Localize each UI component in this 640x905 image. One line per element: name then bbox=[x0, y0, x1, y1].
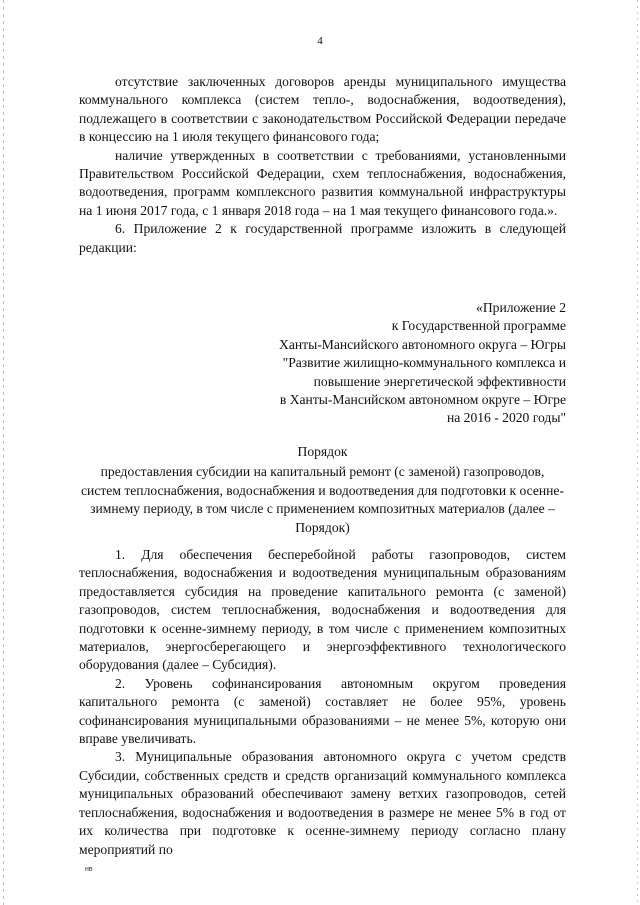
procedure-title-block bbox=[79, 443, 566, 537]
procedure-body bbox=[79, 546, 566, 859]
footer-code: нв bbox=[85, 866, 93, 873]
annex-header bbox=[230, 299, 566, 428]
paragraph-no-lease: отсутствие заключенных договоров аренды муниципального имущества коммунального комплекса (систем тепло-, водоснабжения, водоотведения), подлежащего в соответствии с законодательством Российской Федерации передаче в концессию на 1 июля текущего финансового года; bbox=[79, 74, 566, 145]
clause-3: 3. Муниципальные образования автономного округа с учетом средств Субсидии, собственных средств и средств организаций коммунального комплекса муниципальных образований обеспечивают замену ветхих газопроводов, сетей теплоснабжения, водоснабжения и водоотведения в размере не менее 5% в год от их количества при подготовке к осенне-зимнему периоду согласно плану мероприятий по bbox=[79, 749, 566, 857]
annex-line: в Ханты-Мансийском автономном округе – Югре bbox=[279, 392, 566, 408]
document-title: Порядок bbox=[297, 444, 348, 459]
clause-2: 2. Уровень софинансирования автономным округом проведения капитального ремонта (с заменой) составляет не более 95%, уровень софинансирования муниципальными образованиями – не менее 5%, которую они вправе увеличивать. bbox=[79, 675, 566, 747]
document-subtitle: предоставления субсидии на капитальный ремонт (с заменой) газопроводов, систем теплоснабжения, водоснабжения и водоотведения для подготовки к осенне-зимнему периоду, в том числе с применением композитных материалов (далее – Порядок) bbox=[81, 464, 564, 535]
paragraph-annex-amendment: 6. Приложение 2 к государственной программе изложить в следующей редакции: bbox=[79, 221, 566, 255]
clause-1: 1. Для обеспечения бесперебойной работы газопроводов, систем теплоснабжения, водоснабжения и водоотведения муниципальным образованиям предоставляется субсидия на проведение капитального ремонта (с заменой) газопроводов, систем теплоснабжения, водоснабжения и водоотведения для подготовки к осенне-зимнему периоду, в том числе с применением композитных материалов, энергосберегающего и энергоэффективного технологического оборудования (далее – Субсидия). bbox=[79, 547, 566, 673]
annex-line: «Приложение 2 bbox=[476, 300, 566, 315]
paragraph-approved-schemes: наличие утвержденных в соответствии с требованиями, установленными Правительством Российской Федерации, схем теплоснабжения, водоснабжения, водоотведения, программ комплексного развития коммунальной инфраструктуры на 1 июня 2017 года, с 1 января 2018 года – на 1 мая текущего финансового года.». bbox=[79, 147, 566, 218]
annex-line: Ханты-Мансийского автономного округа – Югры bbox=[279, 336, 566, 352]
annex-line: "Развитие жилищно-коммунального комплекса и bbox=[282, 355, 566, 371]
top-text-block bbox=[79, 73, 566, 257]
annex-line: на 2016 - 2020 годы" bbox=[446, 410, 566, 426]
annex-line: к Государственной программе bbox=[391, 318, 566, 334]
scan-edge-right bbox=[637, 0, 638, 905]
annex-line: повышение энергетической эффективности bbox=[313, 373, 566, 389]
page-number: 4 bbox=[317, 35, 323, 47]
scan-edge-left bbox=[3, 0, 4, 905]
